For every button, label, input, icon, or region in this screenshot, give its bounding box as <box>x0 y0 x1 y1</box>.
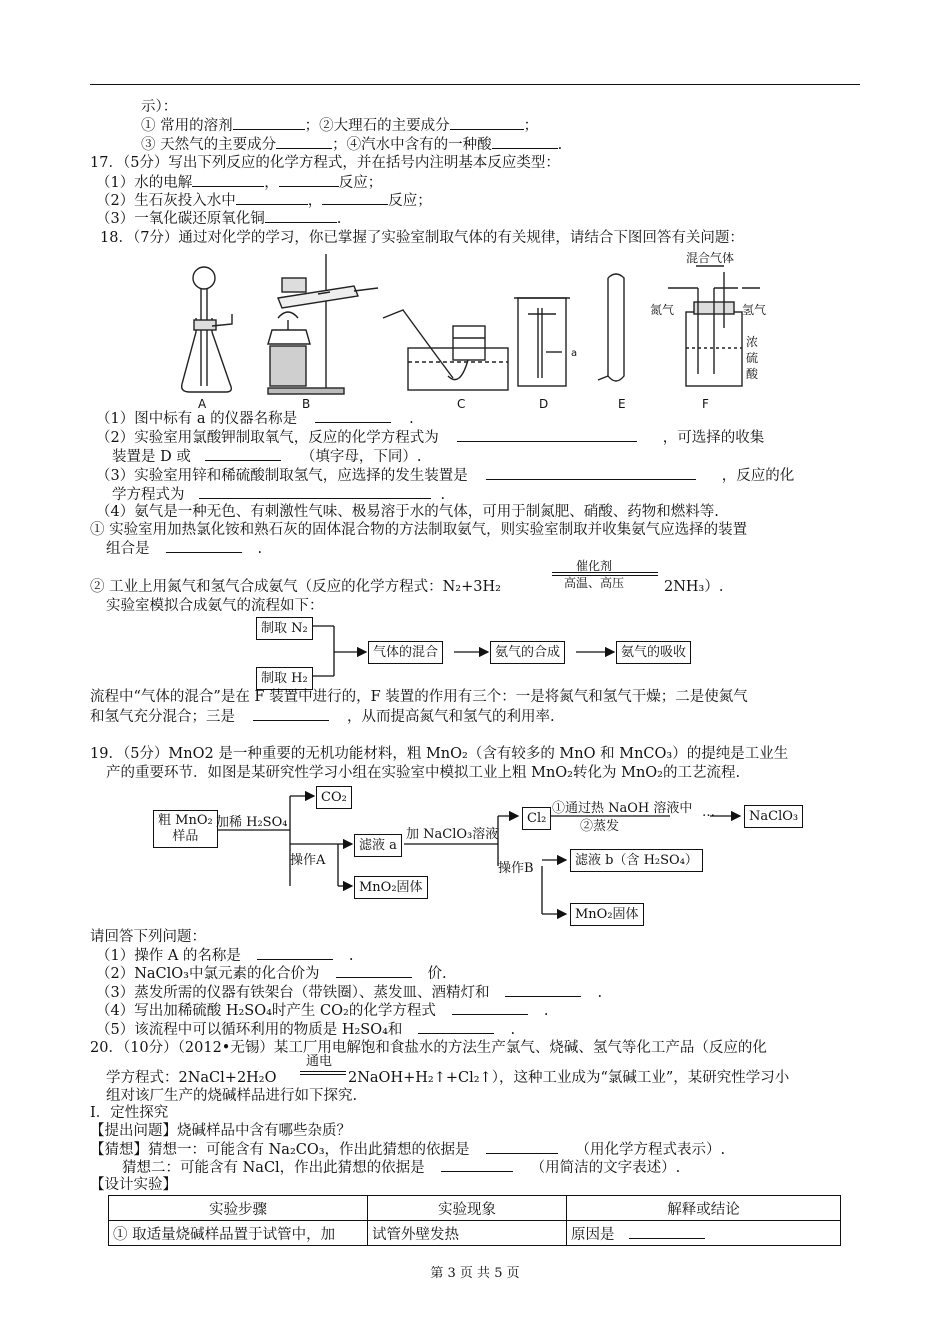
q19-head1: 19．（5分）MnO2 是一种重要的无机功能材料，粗 MnO₂（含有较多的 MnO 和 MnCO₃）的提纯是工业生 <box>90 746 789 762</box>
q18-p3: （3）实验室用锌和稀硫酸制取氢气，应选择的发生装置是 ，反应的化 <box>96 468 795 484</box>
q20-l5: 【提出问题】烧碱样品中含有哪些杂质？ <box>90 1123 351 1139</box>
opA-label: 操作A <box>290 853 326 868</box>
q18-p3c: 学方程式为 . <box>112 487 446 503</box>
q17-line3: （3）一氧化碳还原氧化铜 . <box>96 211 342 227</box>
elec-line-bottom <box>300 1074 346 1075</box>
catalyst-label: 催化剂 <box>576 559 613 573</box>
table-cell: ① 取适量烧碱样品置于试管中，加 <box>109 1221 368 1246</box>
q16-line1: ① 常用的溶剂 ；②大理石的主要成分 ； <box>141 118 539 134</box>
cl2-box: Cl₂ <box>522 807 551 830</box>
co2-box: CO₂ <box>316 786 352 809</box>
experiment-table <box>108 1195 841 1246</box>
table-row <box>109 1221 841 1246</box>
h2-label: 氢气 <box>742 303 767 317</box>
q20-eq-b: 2NaOH+H₂↑+Cl₂↑），这种工业成为“氯碱工业”，某研究性学习小 <box>348 1070 790 1086</box>
flow-make-h2: 制取 H₂ <box>256 667 313 690</box>
q19-head2: 产的重要环节．如图是某研究性学习小组在实验室中模拟工业上粗 MnO₂转化为 MnO₂的工艺流程. <box>106 765 741 781</box>
add-h2so4-label: 加稀 H₂SO₄ <box>216 815 288 830</box>
q20-l8: 【设计实验】 <box>90 1177 177 1193</box>
q19-a4: （4）写出加稀硫酸 H₂SO₄时产生 CO₂的化学方程式 . <box>96 1003 549 1019</box>
apparatus-b <box>268 254 378 394</box>
mno2-solid-b-box: MnO₂固体 <box>570 903 644 926</box>
table-header-row <box>109 1196 841 1221</box>
q19-a1: （1）操作 A 的名称是 . <box>96 948 354 964</box>
q18-p9: 和氢气充分混合；三是 ，从而提高氮气和氢气的利用率. <box>90 709 555 725</box>
q19-a2: （2）NaClO₃中氯元素的化合价为 价. <box>96 966 447 982</box>
q16-line0: 示）： <box>141 99 178 115</box>
header-rule <box>90 84 860 85</box>
q20-l6: 【猜想】猜想一：可能含有 Na₂CO₃，作出此猜想的依据是 （用化学方程式表示）. <box>90 1142 726 1158</box>
table-cell: 原因是 <box>567 1221 841 1246</box>
label-A: A <box>198 397 207 411</box>
acid-3: 酸 <box>746 367 759 381</box>
naclo3-box: NaClO₃ <box>744 805 803 828</box>
flow-nh3-synth: 氨气的合成 <box>490 641 565 664</box>
n2-label: 氮气 <box>650 303 675 317</box>
step2-label: ②蒸发 <box>580 819 620 834</box>
step1-label: ①通过热 NaOH 溶液中 <box>552 801 693 816</box>
table-header: 实验步骤 <box>109 1196 368 1221</box>
eq-line-top <box>552 572 658 573</box>
crude-mno2-box: 粗 MnO₂ 样品 <box>153 810 218 848</box>
q18-head: 18．（7分）通过对化学的学习，你已掌握了实验室制取气体的有关规律，请结合下图回答有关问题： <box>100 230 744 246</box>
mix-gas-label: 混合气体 <box>686 251 735 265</box>
dots-label: … <box>702 805 715 820</box>
apparatus-figure <box>168 248 778 413</box>
table-header: 解释或结论 <box>567 1196 841 1221</box>
apparatus-e <box>598 274 624 381</box>
q19-ask: 请回答下列问题： <box>90 929 206 945</box>
table-header: 实验现象 <box>368 1196 567 1221</box>
apparatus-a <box>182 267 232 392</box>
label-B: B <box>302 397 311 411</box>
q17-line1: （1）水的电解 ， 反应； <box>96 175 383 191</box>
acid-2: 硫 <box>746 351 759 365</box>
elec-line-top <box>300 1071 346 1072</box>
add-naclo3-label: 加 NaClO₃溶液 <box>406 827 499 842</box>
q20-eq-a: 学方程式：2NaCl+2H₂O <box>106 1070 277 1086</box>
q18-p1: （1）图中标有 a 的仪器名称是 . <box>96 411 414 427</box>
electrolysis-label: 通电 <box>306 1054 333 1069</box>
q18-p7: 实验室模拟合成氨气的流程如下： <box>106 598 324 614</box>
acid-1: 浓 <box>746 335 759 349</box>
filtrate-a-box: 滤液 a <box>354 834 402 857</box>
q20-l4: I．定性探究 <box>90 1105 169 1121</box>
q18-p5b: 组合是 . <box>106 541 263 557</box>
q18-p2c: 装置是 D 或 （填字母，下同）. <box>112 449 422 465</box>
label-D: D <box>539 397 549 411</box>
opB-label: 操作B <box>498 861 534 876</box>
table-cell: 试管外壁发热 <box>368 1221 567 1246</box>
q19-a3: （3）蒸发所需的仪器有铁架台（带铁圈）、蒸发皿、酒精灯和 . <box>96 985 603 1001</box>
label-E: E <box>618 397 626 411</box>
page-footer: 第 3 页 共 5 页 <box>430 1266 520 1281</box>
flow-gas-mix: 气体的混合 <box>368 641 443 664</box>
label-C: C <box>457 397 466 411</box>
flow-nh3-absorb: 氨气的吸收 <box>616 641 691 664</box>
apparatus-c <box>383 310 508 390</box>
q20-l7: 猜想二：可能含有 NaCl，作出此猜想的依据是 （用简洁的文字表述）. <box>122 1160 681 1176</box>
q18-p8: 流程中“气体的混合”是在 F 装置中进行的，F 装置的作用有三个：一是将氮气和氢气干燥；二是使氮气 <box>90 689 748 705</box>
label-a: a <box>571 348 578 359</box>
q17-head: 17．（5分）写出下列反应的化学方程式，并在括号内注明基本反应类型： <box>90 155 560 171</box>
q18-p6a: ② 工业上用氮气和氢气合成氨气（反应的化学方程式：N₂+3H₂ <box>90 579 501 595</box>
q17-line2: （2）生石灰投入水中 ， 反应； <box>96 193 432 209</box>
label-F: F <box>702 397 709 411</box>
q18-p2: （2）实验室用氯酸钾制取氧气，反应的化学方程式为 ，可选择的收集 <box>96 430 765 446</box>
q18-p6b: 2NH₃）. <box>664 579 724 595</box>
mno2-solid-a-box: MnO₂固体 <box>354 876 428 899</box>
q16-line2: ③ 天然气的主要成分 ；④汽水中含有的一种酸 . <box>141 137 563 153</box>
q18-p5: ① 实验室用加热氯化铵和熟石灰的固体混合物的方法制取氨气，则实验室制取并收集氨气应选择的装置 <box>90 522 748 538</box>
flow-make-n2: 制取 N₂ <box>256 617 313 640</box>
apparatus-d <box>514 298 570 386</box>
q19-a5: （5）该流程中可以循环利用的物质是 H₂SO₄和 . <box>96 1022 516 1038</box>
condition-label: 高温、高压 <box>564 576 625 590</box>
q18-p4: （4）氨气是一种无色、有刺激性气味、极易溶于水的气体，可用于制氮肥、硝酸、药物和燃料等. <box>96 504 719 520</box>
q20-head: 20．（10分）（2012•无锡）某工厂用电解饱和食盐水的方法生产氯气、烧碱、氢气等化工产品（反应的化 <box>90 1040 767 1056</box>
filtrate-b-box: 滤液 b（含 H₂SO₄） <box>570 849 703 872</box>
q20-l3: 组对该厂生产的烧碱样品进行如下探究. <box>106 1088 358 1104</box>
